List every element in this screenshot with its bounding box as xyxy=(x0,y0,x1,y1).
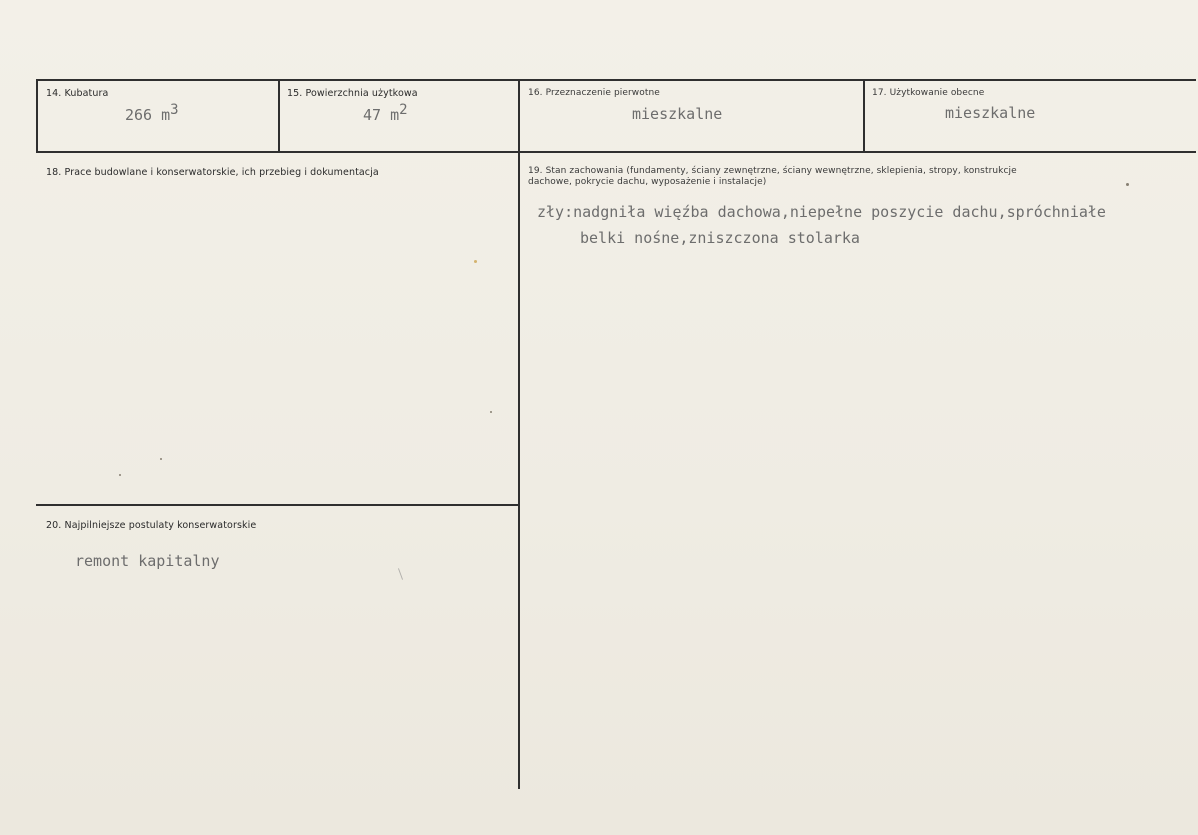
field-19-label: 19. Stan zachowania (fundamenty, ściany zewnętrzne, ściany wewnętrzne, sklepienia, stropy, konstrukcje dachowe, pokrycie dachu, wyposażenie i instalacje) xyxy=(528,166,1017,187)
field-15-label: 15. Powierzchnia użytkowa xyxy=(287,88,418,99)
field-19-value-line-2: belki nośne,zniszczona stolarka xyxy=(580,229,860,247)
field-17-label: 17. Użytkowanie obecne xyxy=(872,88,985,98)
field-14-value xyxy=(125,102,179,124)
field-19-value-line-1: zły:nadgniła więźba dachowa,niepełne poszycie dachu,spróchniałe xyxy=(537,203,1106,221)
field-14-label: 14. Kubatura xyxy=(46,88,109,99)
field-16-label: 16. Przeznaczenie pierwotne xyxy=(528,88,660,98)
paper-speck xyxy=(490,411,492,413)
divider-14-15 xyxy=(278,79,280,153)
paper-speck xyxy=(160,458,162,460)
divider-16-17 xyxy=(863,79,865,153)
field-14-unit-exponent: 3 xyxy=(170,102,179,118)
field-15-unit-exponent: 2 xyxy=(399,102,408,118)
left-border xyxy=(36,79,38,153)
field-20-value: remont kapitalny xyxy=(75,552,220,570)
paper-mark xyxy=(398,568,403,580)
field-16-value: mieszkalne xyxy=(632,105,723,123)
paper-speck xyxy=(1126,183,1129,186)
field-15-value xyxy=(363,102,408,124)
section-20-rule xyxy=(36,504,518,506)
header-bottom-rule xyxy=(36,151,1196,153)
field-17-value: mieszkalne xyxy=(945,104,1036,122)
field-20-label: 20. Najpilniejsze postulaty konserwatorskie xyxy=(46,520,257,531)
field-14-number: 266 m xyxy=(125,106,171,124)
field-15-number: 47 m xyxy=(363,106,400,124)
top-rule xyxy=(36,79,1196,81)
field-18-label: 18. Prace budowlane i konserwatorskie, ich przebieg i dokumentacja xyxy=(46,167,379,178)
paper-speck xyxy=(474,260,477,263)
paper-speck xyxy=(119,474,121,476)
divider-15-16 xyxy=(518,79,520,789)
